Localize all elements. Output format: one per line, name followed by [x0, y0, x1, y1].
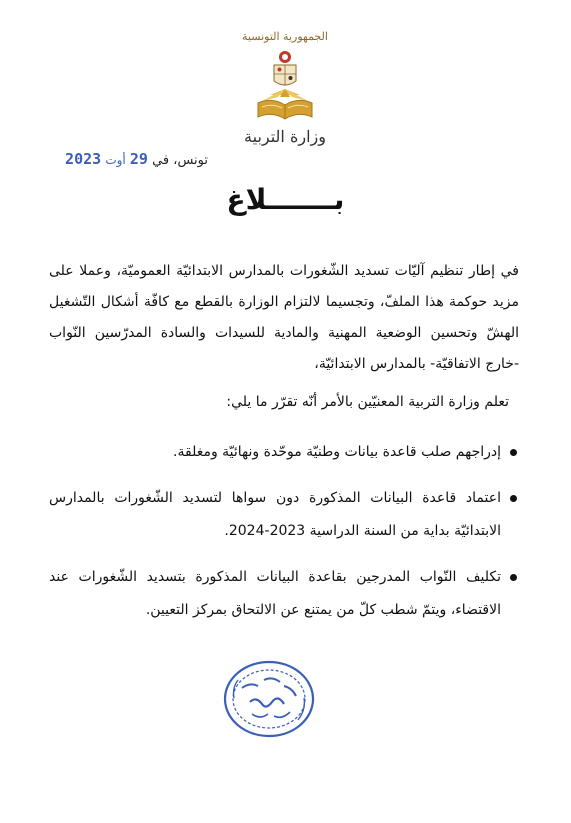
- date-day: 29: [129, 150, 148, 168]
- date-line: [48, 150, 208, 168]
- letterhead: [235, 30, 335, 146]
- official-stamp-icon: [220, 658, 318, 740]
- republic-heading: الجمهورية التونسية: [242, 30, 328, 43]
- ministry-name: وزارة التربية: [244, 127, 326, 146]
- date-year: 2023: [65, 150, 102, 168]
- decision-intro: تعلم وزارة التربية المعنيّين بالأمر أنّه تقرّر ما يلي:: [226, 394, 509, 410]
- preamble-paragraph: في إطار تنظيم آليّات تسديد الشّغورات بالمدارس الابتدائيّة العموميّة، وعملا على مزيد حوكمة هذا الملفّ، وتجسيما لالتزام الوزارة بالقطع مع كافّة أشكال التّشغيل الهشّ وتحسين الوضعية المهنية والمادية للسيدات والسادة المدرّسين النّواب -خارج الاتفاقيّة- بالمدارس الابتدائيّة،: [49, 263, 519, 372]
- list-item-text: إدراجهم صلب قاعدة بيانات وطنيّة موحّدة ونهائيّة ومغلقة.: [173, 444, 501, 460]
- bullet-icon: [510, 574, 517, 581]
- document-title: بـــــــلاغ: [226, 183, 345, 216]
- list-item-text: اعتماد قاعدة البيانات المذكورة دون سواها لتسديد الشّغورات بالمدارس الابتدائيّة بداية من السنة الدراسية 2023-2024.: [49, 490, 501, 539]
- date-month: أوت: [105, 153, 126, 167]
- list-item: [49, 436, 519, 469]
- list-item: [49, 482, 519, 548]
- ministry-emblem-icon: [250, 45, 320, 125]
- bullet-icon: [510, 495, 517, 502]
- bullet-icon: [510, 449, 517, 456]
- date-place: تونس، في: [152, 153, 208, 168]
- list-item: [49, 561, 519, 627]
- list-item-text: تكليف النّواب المدرجين بقاعدة البيانات المذكورة بتسديد الشّغورات عند الاقتضاء، ويتمّ شطب كلّ من يمتنع عن الالتحاق بمركز التعيين.: [49, 569, 501, 618]
